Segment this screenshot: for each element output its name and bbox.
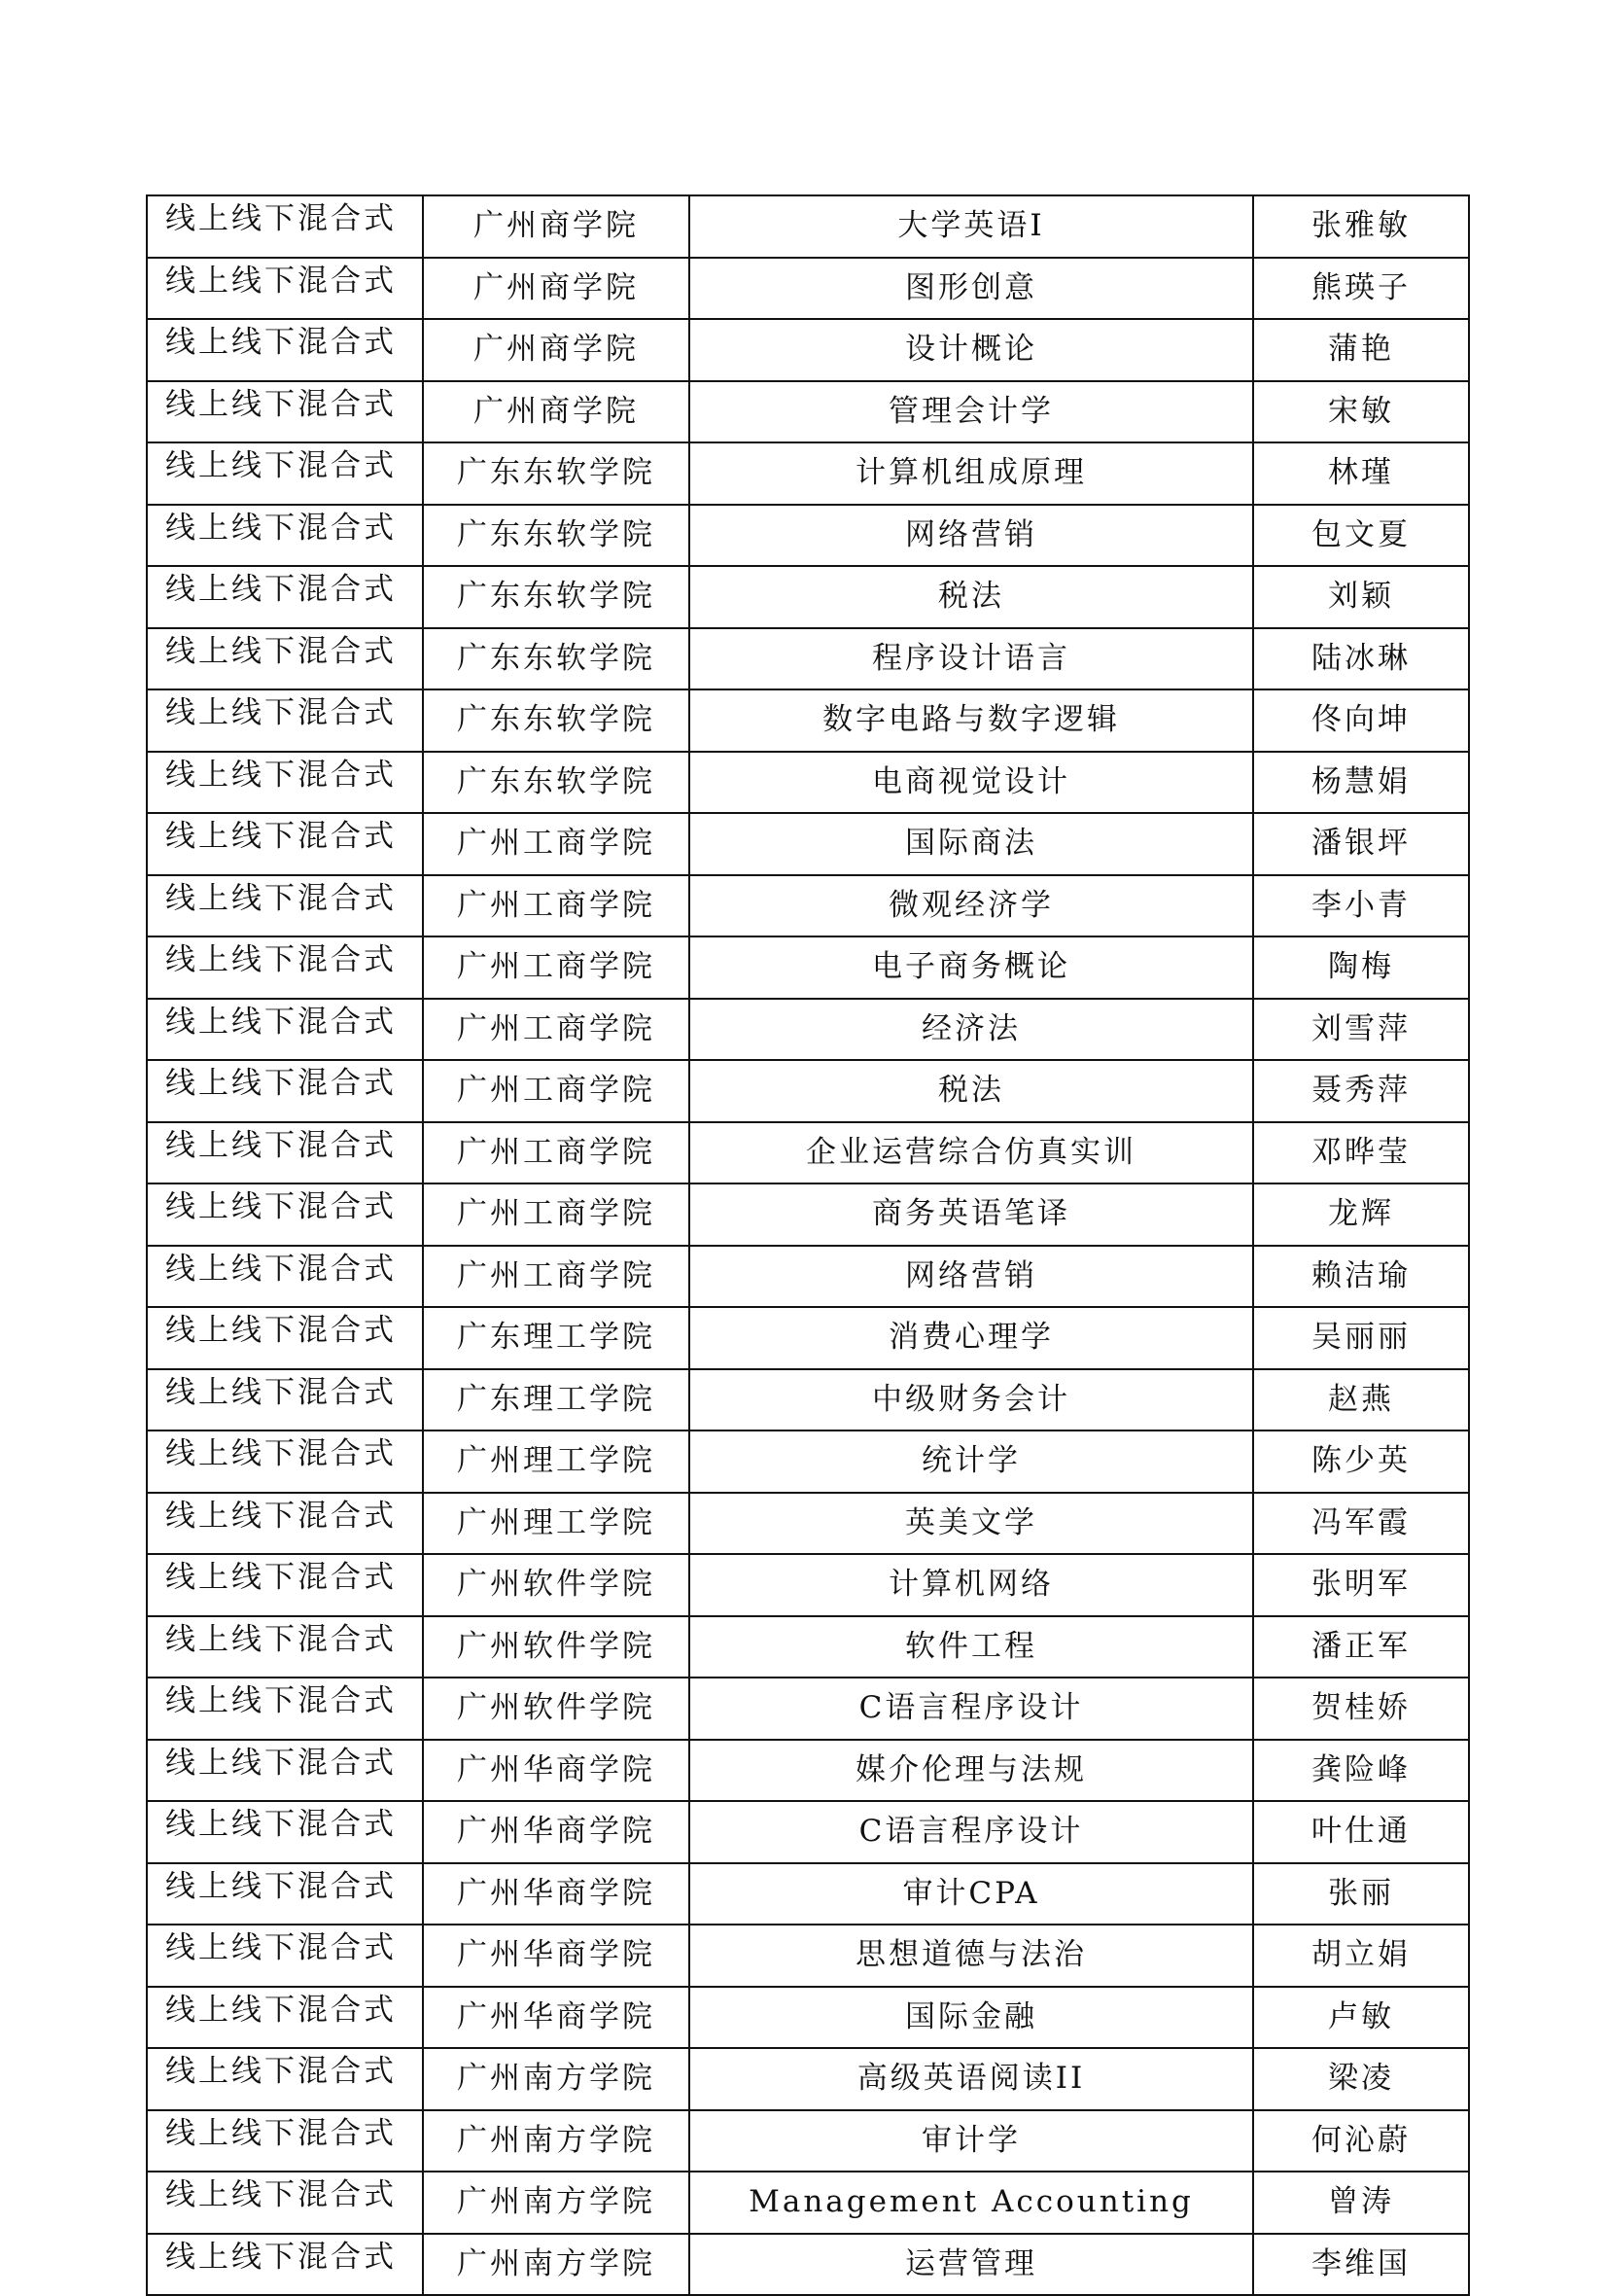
course-name-cell: 大学英语I — [689, 195, 1253, 258]
table-row — [147, 319, 1469, 381]
course-type-cell: 线上线下混合式 — [147, 752, 423, 814]
college-cell: 广州软件学院 — [423, 1554, 689, 1616]
course-name-cell: 电子商务概论 — [689, 936, 1253, 999]
college-cell: 广州南方学院 — [423, 2110, 689, 2172]
course-name-cell: 网络营销 — [689, 1246, 1253, 1308]
table-row — [147, 936, 1469, 999]
college-cell: 广州工商学院 — [423, 813, 689, 875]
college-cell: 广州工商学院 — [423, 1122, 689, 1184]
college-cell: 广州工商学院 — [423, 999, 689, 1061]
course-name-cell: 商务英语笔译 — [689, 1183, 1253, 1246]
teacher-cell: 宋敏 — [1253, 381, 1469, 443]
table-row — [147, 1369, 1469, 1431]
teacher-cell: 林瑾 — [1253, 442, 1469, 505]
table-row — [147, 1801, 1469, 1863]
course-type-cell: 线上线下混合式 — [147, 2110, 423, 2172]
college-cell: 广东东软学院 — [423, 505, 689, 567]
course-type-cell: 线上线下混合式 — [147, 875, 423, 937]
college-cell: 广州商学院 — [423, 195, 689, 258]
course-type-cell: 线上线下混合式 — [147, 689, 423, 752]
teacher-cell: 陈少英 — [1253, 1431, 1469, 1493]
course-type-cell: 线上线下混合式 — [147, 505, 423, 567]
table-row — [147, 875, 1469, 937]
teacher-cell: 杨慧娟 — [1253, 752, 1469, 814]
teacher-cell: 熊瑛子 — [1253, 258, 1469, 320]
course-name-cell: 中级财务会计 — [689, 1369, 1253, 1431]
teacher-cell: 赖洁瑜 — [1253, 1246, 1469, 1308]
teacher-cell: 贺桂娇 — [1253, 1678, 1469, 1740]
course-name-cell: Management Accounting — [689, 2172, 1253, 2234]
course-name-cell: C语言程序设计 — [689, 1801, 1253, 1863]
college-cell: 广州南方学院 — [423, 2172, 689, 2234]
college-cell: 广州工商学院 — [423, 936, 689, 999]
course-type-cell: 线上线下混合式 — [147, 2172, 423, 2234]
course-type-cell: 线上线下混合式 — [147, 1740, 423, 1802]
college-cell: 广东东软学院 — [423, 442, 689, 505]
teacher-cell: 冯军霞 — [1253, 1493, 1469, 1555]
table-row — [147, 2048, 1469, 2110]
table-row — [147, 1122, 1469, 1184]
teacher-cell: 李小青 — [1253, 875, 1469, 937]
course-type-cell: 线上线下混合式 — [147, 813, 423, 875]
college-cell: 广州南方学院 — [423, 2048, 689, 2110]
course-name-cell: 电商视觉设计 — [689, 752, 1253, 814]
teacher-cell: 陆冰琳 — [1253, 628, 1469, 690]
college-cell: 广州南方学院 — [423, 2234, 689, 2296]
course-type-cell: 线上线下混合式 — [147, 1616, 423, 1678]
college-cell: 广州商学院 — [423, 258, 689, 320]
college-cell: 广州工商学院 — [423, 875, 689, 937]
table-row — [147, 689, 1469, 752]
course-type-cell: 线上线下混合式 — [147, 1369, 423, 1431]
course-type-cell: 线上线下混合式 — [147, 566, 423, 628]
course-name-cell: 审计CPA — [689, 1863, 1253, 1925]
table-row — [147, 1616, 1469, 1678]
college-cell: 广州商学院 — [423, 319, 689, 381]
course-type-cell: 线上线下混合式 — [147, 1246, 423, 1308]
course-name-cell: 思想道德与法治 — [689, 1925, 1253, 1987]
teacher-cell: 刘颖 — [1253, 566, 1469, 628]
college-cell: 广州商学院 — [423, 381, 689, 443]
course-name-cell: 计算机网络 — [689, 1554, 1253, 1616]
course-name-cell: 审计学 — [689, 2110, 1253, 2172]
course-name-cell: 企业运营综合仿真实训 — [689, 1122, 1253, 1184]
college-cell: 广东理工学院 — [423, 1307, 689, 1369]
teacher-cell: 龙辉 — [1253, 1183, 1469, 1246]
course-name-cell: 微观经济学 — [689, 875, 1253, 937]
table-row — [147, 2172, 1469, 2234]
course-type-cell: 线上线下混合式 — [147, 1493, 423, 1555]
teacher-cell: 龚险峰 — [1253, 1740, 1469, 1802]
college-cell: 广州华商学院 — [423, 1801, 689, 1863]
teacher-cell: 蒲艳 — [1253, 319, 1469, 381]
table-row — [147, 628, 1469, 690]
table-row — [147, 566, 1469, 628]
table-row — [147, 1987, 1469, 2049]
course-type-cell: 线上线下混合式 — [147, 1554, 423, 1616]
table-row — [147, 1740, 1469, 1802]
college-cell: 广州工商学院 — [423, 1060, 689, 1122]
teacher-cell: 叶仕通 — [1253, 1801, 1469, 1863]
teacher-cell: 陶梅 — [1253, 936, 1469, 999]
course-name-cell: 税法 — [689, 566, 1253, 628]
college-cell: 广州软件学院 — [423, 1678, 689, 1740]
course-name-cell: 消费心理学 — [689, 1307, 1253, 1369]
college-cell: 广州软件学院 — [423, 1616, 689, 1678]
course-name-cell: 图形创意 — [689, 258, 1253, 320]
table-row — [147, 813, 1469, 875]
teacher-cell: 刘雪萍 — [1253, 999, 1469, 1061]
college-cell: 广州华商学院 — [423, 1740, 689, 1802]
course-type-cell: 线上线下混合式 — [147, 319, 423, 381]
course-name-cell: 程序设计语言 — [689, 628, 1253, 690]
course-type-cell: 线上线下混合式 — [147, 381, 423, 443]
teacher-cell: 张丽 — [1253, 1863, 1469, 1925]
course-type-cell: 线上线下混合式 — [147, 1307, 423, 1369]
teacher-cell: 曾涛 — [1253, 2172, 1469, 2234]
college-cell: 广东东软学院 — [423, 689, 689, 752]
teacher-cell: 卢敏 — [1253, 1987, 1469, 2049]
course-type-cell: 线上线下混合式 — [147, 258, 423, 320]
table-row — [147, 381, 1469, 443]
course-name-cell: 媒介伦理与法规 — [689, 1740, 1253, 1802]
course-type-cell: 线上线下混合式 — [147, 1863, 423, 1925]
college-cell: 广东东软学院 — [423, 566, 689, 628]
table-row — [147, 999, 1469, 1061]
course-type-cell: 线上线下混合式 — [147, 628, 423, 690]
course-name-cell: 计算机组成原理 — [689, 442, 1253, 505]
teacher-cell: 佟向坤 — [1253, 689, 1469, 752]
college-cell: 广州华商学院 — [423, 1863, 689, 1925]
course-type-cell: 线上线下混合式 — [147, 1987, 423, 2049]
table-row — [147, 1678, 1469, 1740]
teacher-cell: 聂秀萍 — [1253, 1060, 1469, 1122]
course-type-cell: 线上线下混合式 — [147, 999, 423, 1061]
course-name-cell: 经济法 — [689, 999, 1253, 1061]
course-type-cell: 线上线下混合式 — [147, 1678, 423, 1740]
course-table — [146, 194, 1470, 2296]
course-name-cell: 税法 — [689, 1060, 1253, 1122]
table-row — [147, 752, 1469, 814]
teacher-cell: 胡立娟 — [1253, 1925, 1469, 1987]
course-type-cell: 线上线下混合式 — [147, 195, 423, 258]
course-name-cell: 国际金融 — [689, 1987, 1253, 2049]
course-type-cell: 线上线下混合式 — [147, 1431, 423, 1493]
table-row — [147, 1307, 1469, 1369]
table-row — [147, 505, 1469, 567]
course-type-cell: 线上线下混合式 — [147, 1060, 423, 1122]
course-name-cell: 管理会计学 — [689, 381, 1253, 443]
course-name-cell: 运营管理 — [689, 2234, 1253, 2296]
table-row — [147, 2110, 1469, 2172]
college-cell: 广州华商学院 — [423, 1987, 689, 2049]
table-row — [147, 442, 1469, 505]
table-row — [147, 1863, 1469, 1925]
course-table-body — [147, 195, 1469, 2295]
table-row — [147, 258, 1469, 320]
teacher-cell: 梁凌 — [1253, 2048, 1469, 2110]
college-cell: 广州理工学院 — [423, 1493, 689, 1555]
teacher-cell: 潘银坪 — [1253, 813, 1469, 875]
table-row — [147, 1925, 1469, 1987]
teacher-cell: 张明军 — [1253, 1554, 1469, 1616]
course-name-cell: 设计概论 — [689, 319, 1253, 381]
table-row — [147, 1493, 1469, 1555]
teacher-cell: 张雅敏 — [1253, 195, 1469, 258]
course-name-cell: 高级英语阅读II — [689, 2048, 1253, 2110]
table-row — [147, 1554, 1469, 1616]
table-row — [147, 1183, 1469, 1246]
college-cell: 广州理工学院 — [423, 1431, 689, 1493]
course-type-cell: 线上线下混合式 — [147, 1183, 423, 1246]
course-type-cell: 线上线下混合式 — [147, 442, 423, 505]
teacher-cell: 邓晔莹 — [1253, 1122, 1469, 1184]
course-name-cell: 国际商法 — [689, 813, 1253, 875]
college-cell: 广州工商学院 — [423, 1246, 689, 1308]
course-type-cell: 线上线下混合式 — [147, 1925, 423, 1987]
teacher-cell: 吴丽丽 — [1253, 1307, 1469, 1369]
course-name-cell: C语言程序设计 — [689, 1678, 1253, 1740]
course-type-cell: 线上线下混合式 — [147, 1122, 423, 1184]
college-cell: 广州工商学院 — [423, 1183, 689, 1246]
table-row — [147, 1431, 1469, 1493]
teacher-cell: 何沁蔚 — [1253, 2110, 1469, 2172]
course-name-cell: 网络营销 — [689, 505, 1253, 567]
course-name-cell: 英美文学 — [689, 1493, 1253, 1555]
table-row — [147, 1246, 1469, 1308]
table-row — [147, 2234, 1469, 2296]
college-cell: 广州华商学院 — [423, 1925, 689, 1987]
college-cell: 广东理工学院 — [423, 1369, 689, 1431]
teacher-cell: 潘正军 — [1253, 1616, 1469, 1678]
table-row — [147, 195, 1469, 258]
course-type-cell: 线上线下混合式 — [147, 936, 423, 999]
college-cell: 广东东软学院 — [423, 628, 689, 690]
teacher-cell: 李维国 — [1253, 2234, 1469, 2296]
course-type-cell: 线上线下混合式 — [147, 2048, 423, 2110]
teacher-cell: 包文夏 — [1253, 505, 1469, 567]
teacher-cell: 赵燕 — [1253, 1369, 1469, 1431]
course-name-cell: 统计学 — [689, 1431, 1253, 1493]
course-name-cell: 软件工程 — [689, 1616, 1253, 1678]
college-cell: 广东东软学院 — [423, 752, 689, 814]
course-name-cell: 数字电路与数字逻辑 — [689, 689, 1253, 752]
course-type-cell: 线上线下混合式 — [147, 1801, 423, 1863]
course-type-cell: 线上线下混合式 — [147, 2234, 423, 2296]
table-row — [147, 1060, 1469, 1122]
